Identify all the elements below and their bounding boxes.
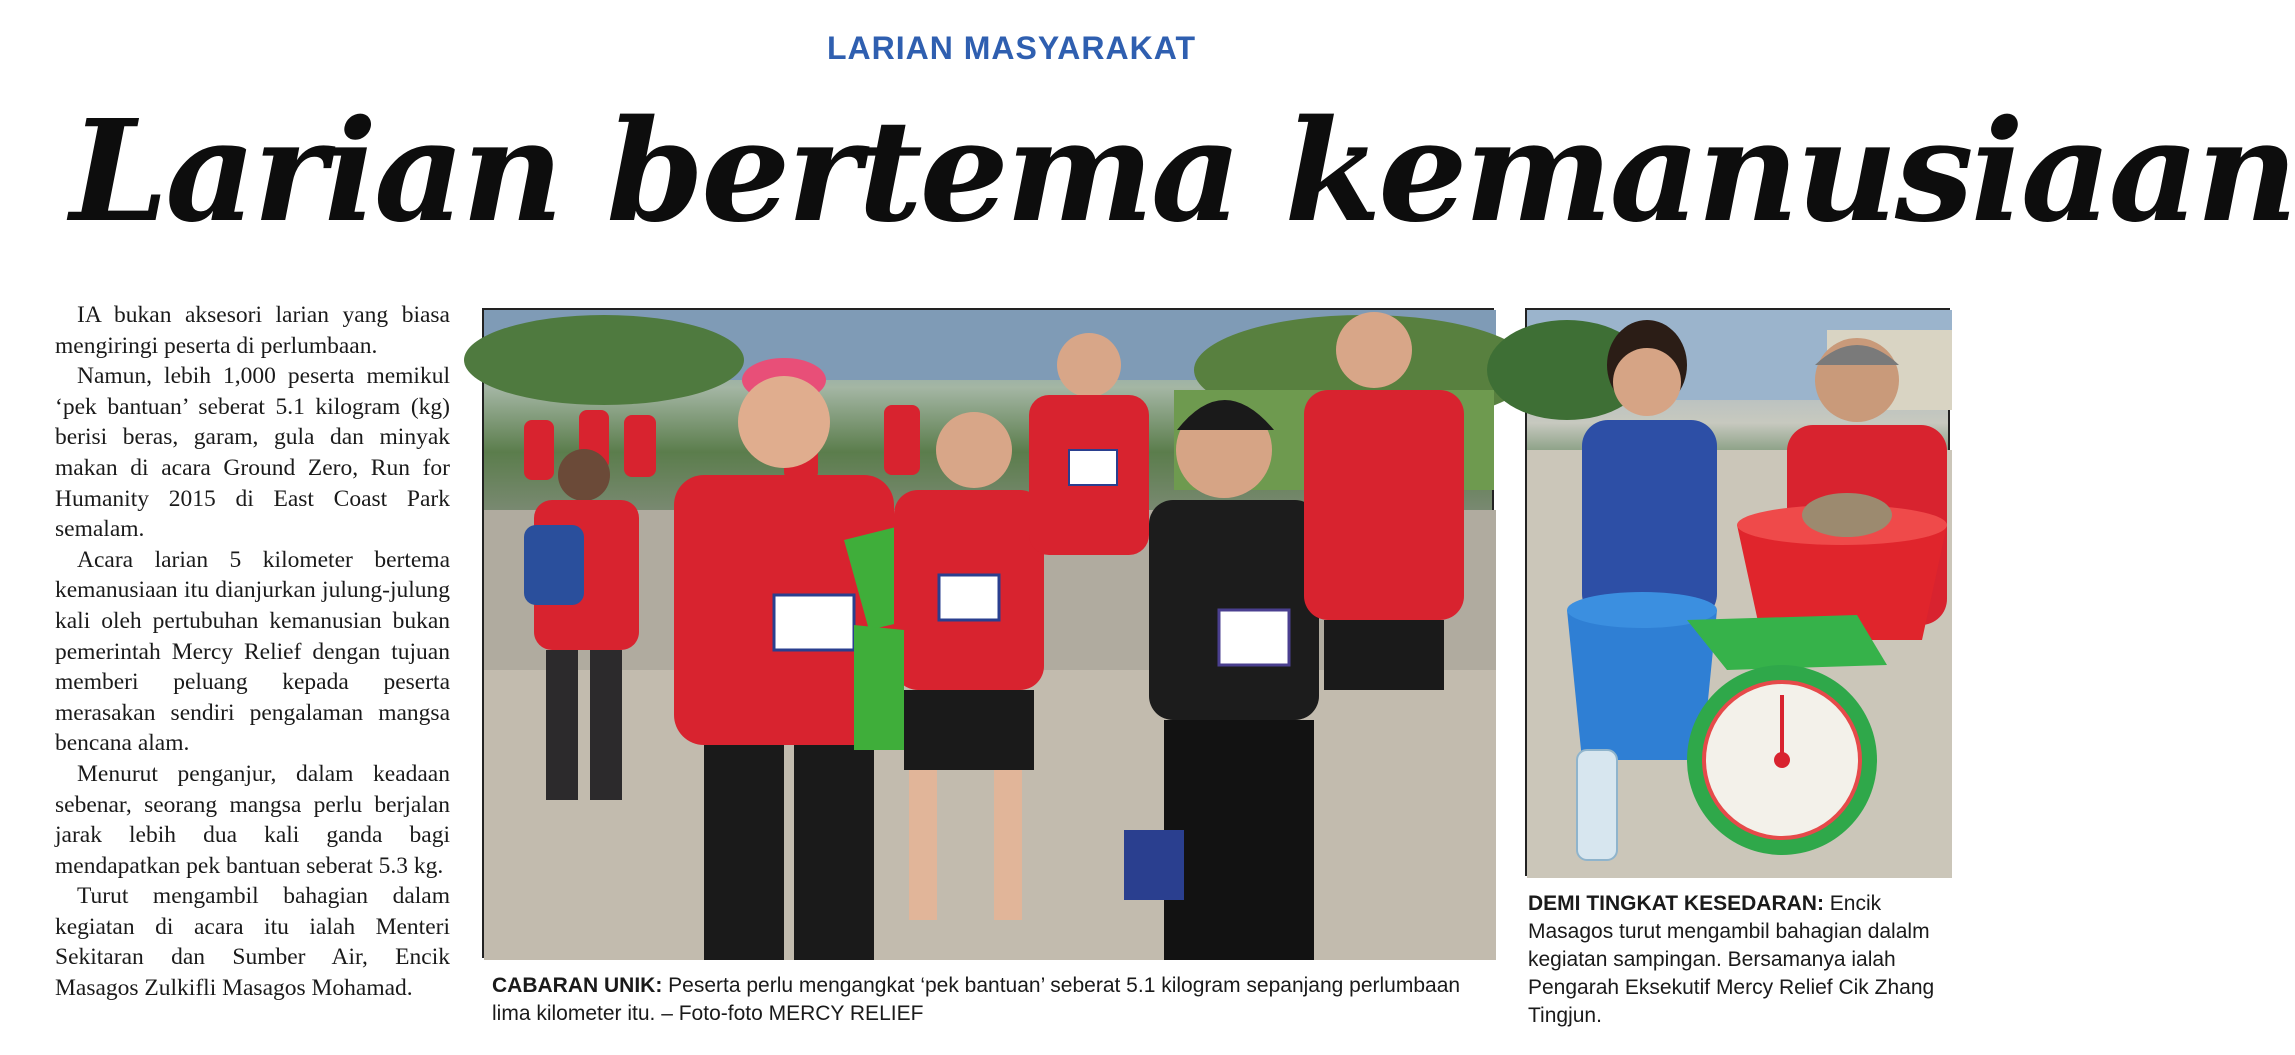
main-photo-caption <box>492 972 1492 1028</box>
article-paragraph: IA bukan aksesori larian yang biasa mengiringi peserta di perlumbaan. <box>55 302 450 359</box>
article-paragraph: Menurut penganjur, dalam keadaan sebenar, seorang mangsa perlu berjalan jarak lebih dua kali ganda bagi mendapatkan pek bantuan seberat 5.3 kg. <box>55 760 450 879</box>
side-photo <box>1525 308 1950 876</box>
article-body <box>55 300 450 1004</box>
side-caption-lead: DEMI TINGKAT KESEDARAN: <box>1528 892 1824 915</box>
section-label: LARIAN MASYARAKAT <box>827 30 1196 66</box>
main-caption-lead: CABARAN UNIK: <box>492 974 663 997</box>
headline: Larian bertema kemanusiaan <box>70 90 2295 254</box>
main-caption-text: Peserta perlu mengangkat ‘pek bantuan’ seberat 5.1 kilogram sepanjang perlumbaan lima kilometer itu. – Foto-foto MERCY RELIEF <box>492 974 1461 1025</box>
article-paragraph: Namun, lebih 1,000 peserta memikul ‘pek bantuan’ seberat 5.1 kilogram (kg) berisi beras, garam, gula dan minyak makan di acara Ground Zero, Run for Humanity 2015 di East Coast Park semalam. <box>55 363 450 543</box>
main-photo <box>482 308 1494 958</box>
main-photo-illustration <box>484 310 1496 960</box>
side-photo-illustration <box>1527 310 1952 878</box>
article-paragraph: Acara larian 5 kilometer bertema kemanusiaan itu dianjurkan julung-julung kali oleh pertubuhan kemanusian bukan pemerintah Mercy Relief dengan tujuan memberi peluang kepada peserta merasakan sendiri pengalaman mangsa bencana alam. <box>55 546 450 757</box>
article-paragraph: Turut mengambil bahagian dalam kegiatan di acara itu ialah Menteri Sekitaran dan Sumber Air, Encik Masagos Zulkifli Masagos Mohamad. <box>55 883 450 1002</box>
side-photo-caption <box>1528 890 1948 1030</box>
side-caption-text: Encik Masagos turut mengambil bahagian dalalm kegiatan sampingan. Bersamanya ialah Pengarah Eksekutif Mercy Relief Cik Zhang Tingjun. <box>1528 892 1935 1027</box>
